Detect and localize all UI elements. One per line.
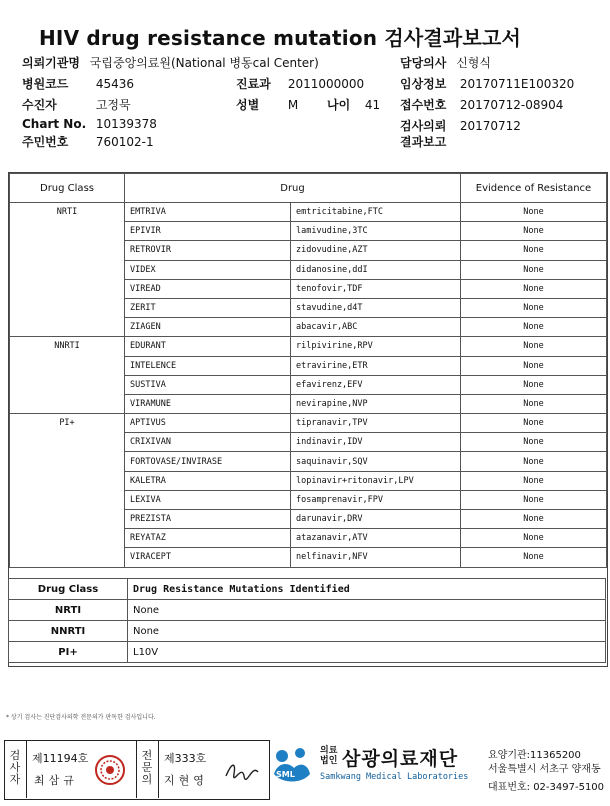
drug-brand-cell: VIDEX: [125, 260, 291, 279]
drug-brand-cell: CRIXIVAN: [125, 433, 291, 452]
clinical-info-value: 20170711E100320: [459, 77, 575, 91]
evidence-cell: None: [461, 471, 607, 490]
inspector-name: 최삼규: [34, 774, 78, 787]
drug-brand-cell: SUSTIVA: [125, 375, 291, 394]
specialist-id: 제333호: [164, 752, 207, 765]
mutation-table: [8, 578, 606, 663]
evidence-cell: None: [461, 356, 607, 375]
evidence-cell: None: [461, 241, 607, 260]
sml-logo-icon: [272, 744, 312, 788]
footnote: * 상기 검사는 진단검사의학 전문의가 판독한 검사입니다.: [6, 714, 156, 721]
lab-address: 서울특별시 서초구 양재동: [488, 764, 601, 775]
inspector-id: 제11194호: [32, 752, 89, 765]
drug-brand-cell: ZIAGEN: [125, 318, 291, 337]
drug-generic-cell: indinavir,IDV: [291, 433, 461, 452]
mutation-class-cell: NNRTI: [9, 621, 128, 642]
drug-row: [10, 414, 607, 433]
drug-generic-cell: didanosine,ddI: [291, 260, 461, 279]
age-value: 41: [364, 98, 381, 112]
drug-generic-cell: abacavir,ABC: [291, 318, 461, 337]
drug-brand-cell: PREZISTA: [125, 510, 291, 529]
divider: [158, 740, 159, 798]
doctor-value: 신형식: [456, 56, 491, 70]
evidence-cell: None: [461, 394, 607, 413]
test-request-value: 20170712: [459, 119, 521, 133]
drug-generic-cell: nelfinavir,NFV: [291, 548, 461, 567]
age-label: 나이: [327, 98, 351, 112]
sml-badge: SML: [276, 770, 295, 779]
test-request-label: 검사의뢰: [400, 119, 447, 133]
drug-generic-cell: tipranavir,TPV: [291, 414, 461, 433]
drug-class-cell: NNRTI: [10, 337, 125, 414]
result-report-row: [400, 133, 460, 150]
drug-generic-cell: darunavir,DRV: [291, 510, 461, 529]
drug-brand-cell: EMTRIVA: [125, 203, 291, 222]
hospital-code-row: [22, 75, 134, 92]
drug-generic-cell: emtricitabine,FTC: [291, 203, 461, 222]
drug-brand-cell: LEXIVA: [125, 490, 291, 509]
mutation-row-nnrti: [9, 621, 606, 642]
evidence-cell: None: [461, 279, 607, 298]
institution-label: 의뢰기관명: [22, 56, 80, 70]
evidence-cell: None: [461, 375, 607, 394]
evidence-cell: None: [461, 529, 607, 548]
evidence-cell: None: [461, 414, 607, 433]
drug-generic-cell: lopinavir+ritonavir,LPV: [291, 471, 461, 490]
drug-table-header: [10, 174, 607, 203]
evidence-header: Evidence of Resistance: [461, 174, 607, 203]
sex-value: M: [287, 98, 299, 112]
drug-brand-cell: RETROVIR: [125, 241, 291, 260]
receipt-value: 20170712-08904: [459, 98, 564, 112]
sex-row: [236, 96, 298, 113]
evidence-cell: None: [461, 203, 607, 222]
patient-value: 고정묵: [95, 98, 131, 112]
lab-prefix-bottom: 법인: [320, 756, 338, 766]
receipt-row: [400, 96, 563, 113]
drug-brand-cell: VIRAMUNE: [125, 394, 291, 413]
department-label: 진료과: [236, 77, 271, 91]
specialist-label: 전문의: [141, 749, 153, 786]
evidence-cell: None: [461, 260, 607, 279]
lab-english-name: Samkwang Medical Laboratories: [320, 772, 469, 782]
clinical-info-row: [400, 75, 574, 92]
chart-no-label: Chart No.: [22, 117, 87, 131]
clinical-info-label: 임상정보: [400, 77, 447, 91]
drug-brand-cell: INTELENCE: [125, 356, 291, 375]
drug-brand-cell: EDURANT: [125, 337, 291, 356]
lab-prefix: [320, 746, 337, 766]
drug-generic-cell: atazanavir,ATV: [291, 529, 461, 548]
evidence-cell: None: [461, 452, 607, 471]
resident-row: [22, 133, 154, 150]
inspector-label: 검사자: [9, 749, 21, 786]
doctor-row: [400, 54, 491, 71]
mutation-class-cell: PI+: [9, 642, 128, 663]
drug-generic-cell: rilpivirine,RPV: [291, 337, 461, 356]
patient-label: 수진자: [22, 98, 57, 112]
drug-class-header: Drug Class: [10, 174, 125, 203]
lab-phone: 대표번호: 02-3497-5100: [488, 782, 605, 793]
institution-value: 국립중앙의료원(National 병동cal Center): [89, 56, 319, 70]
report-title: HIV drug resistance mutation 검사결과보고서: [38, 26, 522, 50]
evidence-cell: None: [461, 490, 607, 509]
receipt-label: 접수번호: [400, 98, 447, 112]
institution-row: [22, 54, 319, 71]
drug-generic-cell: efavirenz,EFV: [291, 375, 461, 394]
mutation-table-header: [9, 579, 606, 600]
drug-header: Drug: [125, 174, 461, 203]
result-report-label: 결과보고: [400, 135, 447, 149]
patient-row: [22, 96, 131, 113]
mutation-row-pi: [9, 642, 606, 663]
drug-brand-cell: APTIVUS: [125, 414, 291, 433]
test-request-row: [400, 117, 521, 134]
doctor-label: 담당의사: [400, 56, 447, 70]
lab-code: 요양기관:11365200: [488, 750, 581, 761]
mutation-row-nrti: [9, 600, 606, 621]
mutation-value-cell: L10V: [128, 642, 606, 663]
evidence-cell: None: [461, 548, 607, 567]
drug-generic-cell: etravirine,ETR: [291, 356, 461, 375]
drug-brand-cell: KALETRA: [125, 471, 291, 490]
department-row: [236, 75, 364, 92]
department-value: 2011000000: [287, 77, 365, 91]
divider: [26, 740, 27, 798]
specialist-name: 지현영: [164, 774, 208, 787]
evidence-cell: None: [461, 337, 607, 356]
drug-generic-cell: stavudine,d4T: [291, 298, 461, 317]
drug-class-cell: PI+: [10, 414, 125, 568]
resident-label: 주민번호: [22, 135, 69, 149]
sex-label: 성별: [236, 98, 260, 112]
evidence-cell: None: [461, 298, 607, 317]
mutation-value-cell: None: [128, 621, 606, 642]
signature-icon: [222, 758, 262, 784]
mutation-class-cell: NRTI: [9, 600, 128, 621]
drug-brand-cell: VIREAD: [125, 279, 291, 298]
drug-brand-cell: ZERIT: [125, 298, 291, 317]
drug-generic-cell: tenofovir,TDF: [291, 279, 461, 298]
drug-generic-cell: lamivudine,3TC: [291, 222, 461, 241]
drug-brand-cell: REYATAZ: [125, 529, 291, 548]
drug-brand-cell: EPIVIR: [125, 222, 291, 241]
drug-generic-cell: saquinavir,SQV: [291, 452, 461, 471]
drug-class-cell: NRTI: [10, 203, 125, 337]
evidence-cell: None: [461, 222, 607, 241]
signature-footer: [4, 740, 606, 800]
evidence-cell: None: [461, 510, 607, 529]
drug-brand-cell: FORTOVASE/INVIRASE: [125, 452, 291, 471]
age-row: [327, 96, 380, 113]
red-seal-icon: [94, 754, 126, 786]
mutation-value-cell: None: [128, 600, 606, 621]
mutation-class-header: Drug Class: [9, 579, 128, 600]
resident-value: 760102-1: [95, 135, 154, 149]
drug-row: [10, 203, 607, 222]
drug-generic-cell: fosamprenavir,FPV: [291, 490, 461, 509]
mutation-identified-header: Drug Resistance Mutations Identified: [128, 579, 606, 600]
lab-prefix-top: 의료: [320, 746, 338, 756]
hospital-code-value: 45436: [95, 77, 135, 91]
chart-no-row: [22, 117, 157, 131]
drug-table: [9, 173, 607, 568]
chart-no-value: 10139378: [95, 117, 157, 131]
drug-generic-cell: nevirapine,NVP: [291, 394, 461, 413]
evidence-cell: None: [461, 433, 607, 452]
drug-row: [10, 337, 607, 356]
drug-brand-cell: VIRACEPT: [125, 548, 291, 567]
divider: [136, 740, 137, 798]
evidence-cell: None: [461, 318, 607, 337]
hospital-code-label: 병원코드: [22, 77, 69, 91]
lab-name: 삼광의료재단: [342, 748, 459, 770]
drug-generic-cell: zidovudine,AZT: [291, 241, 461, 260]
